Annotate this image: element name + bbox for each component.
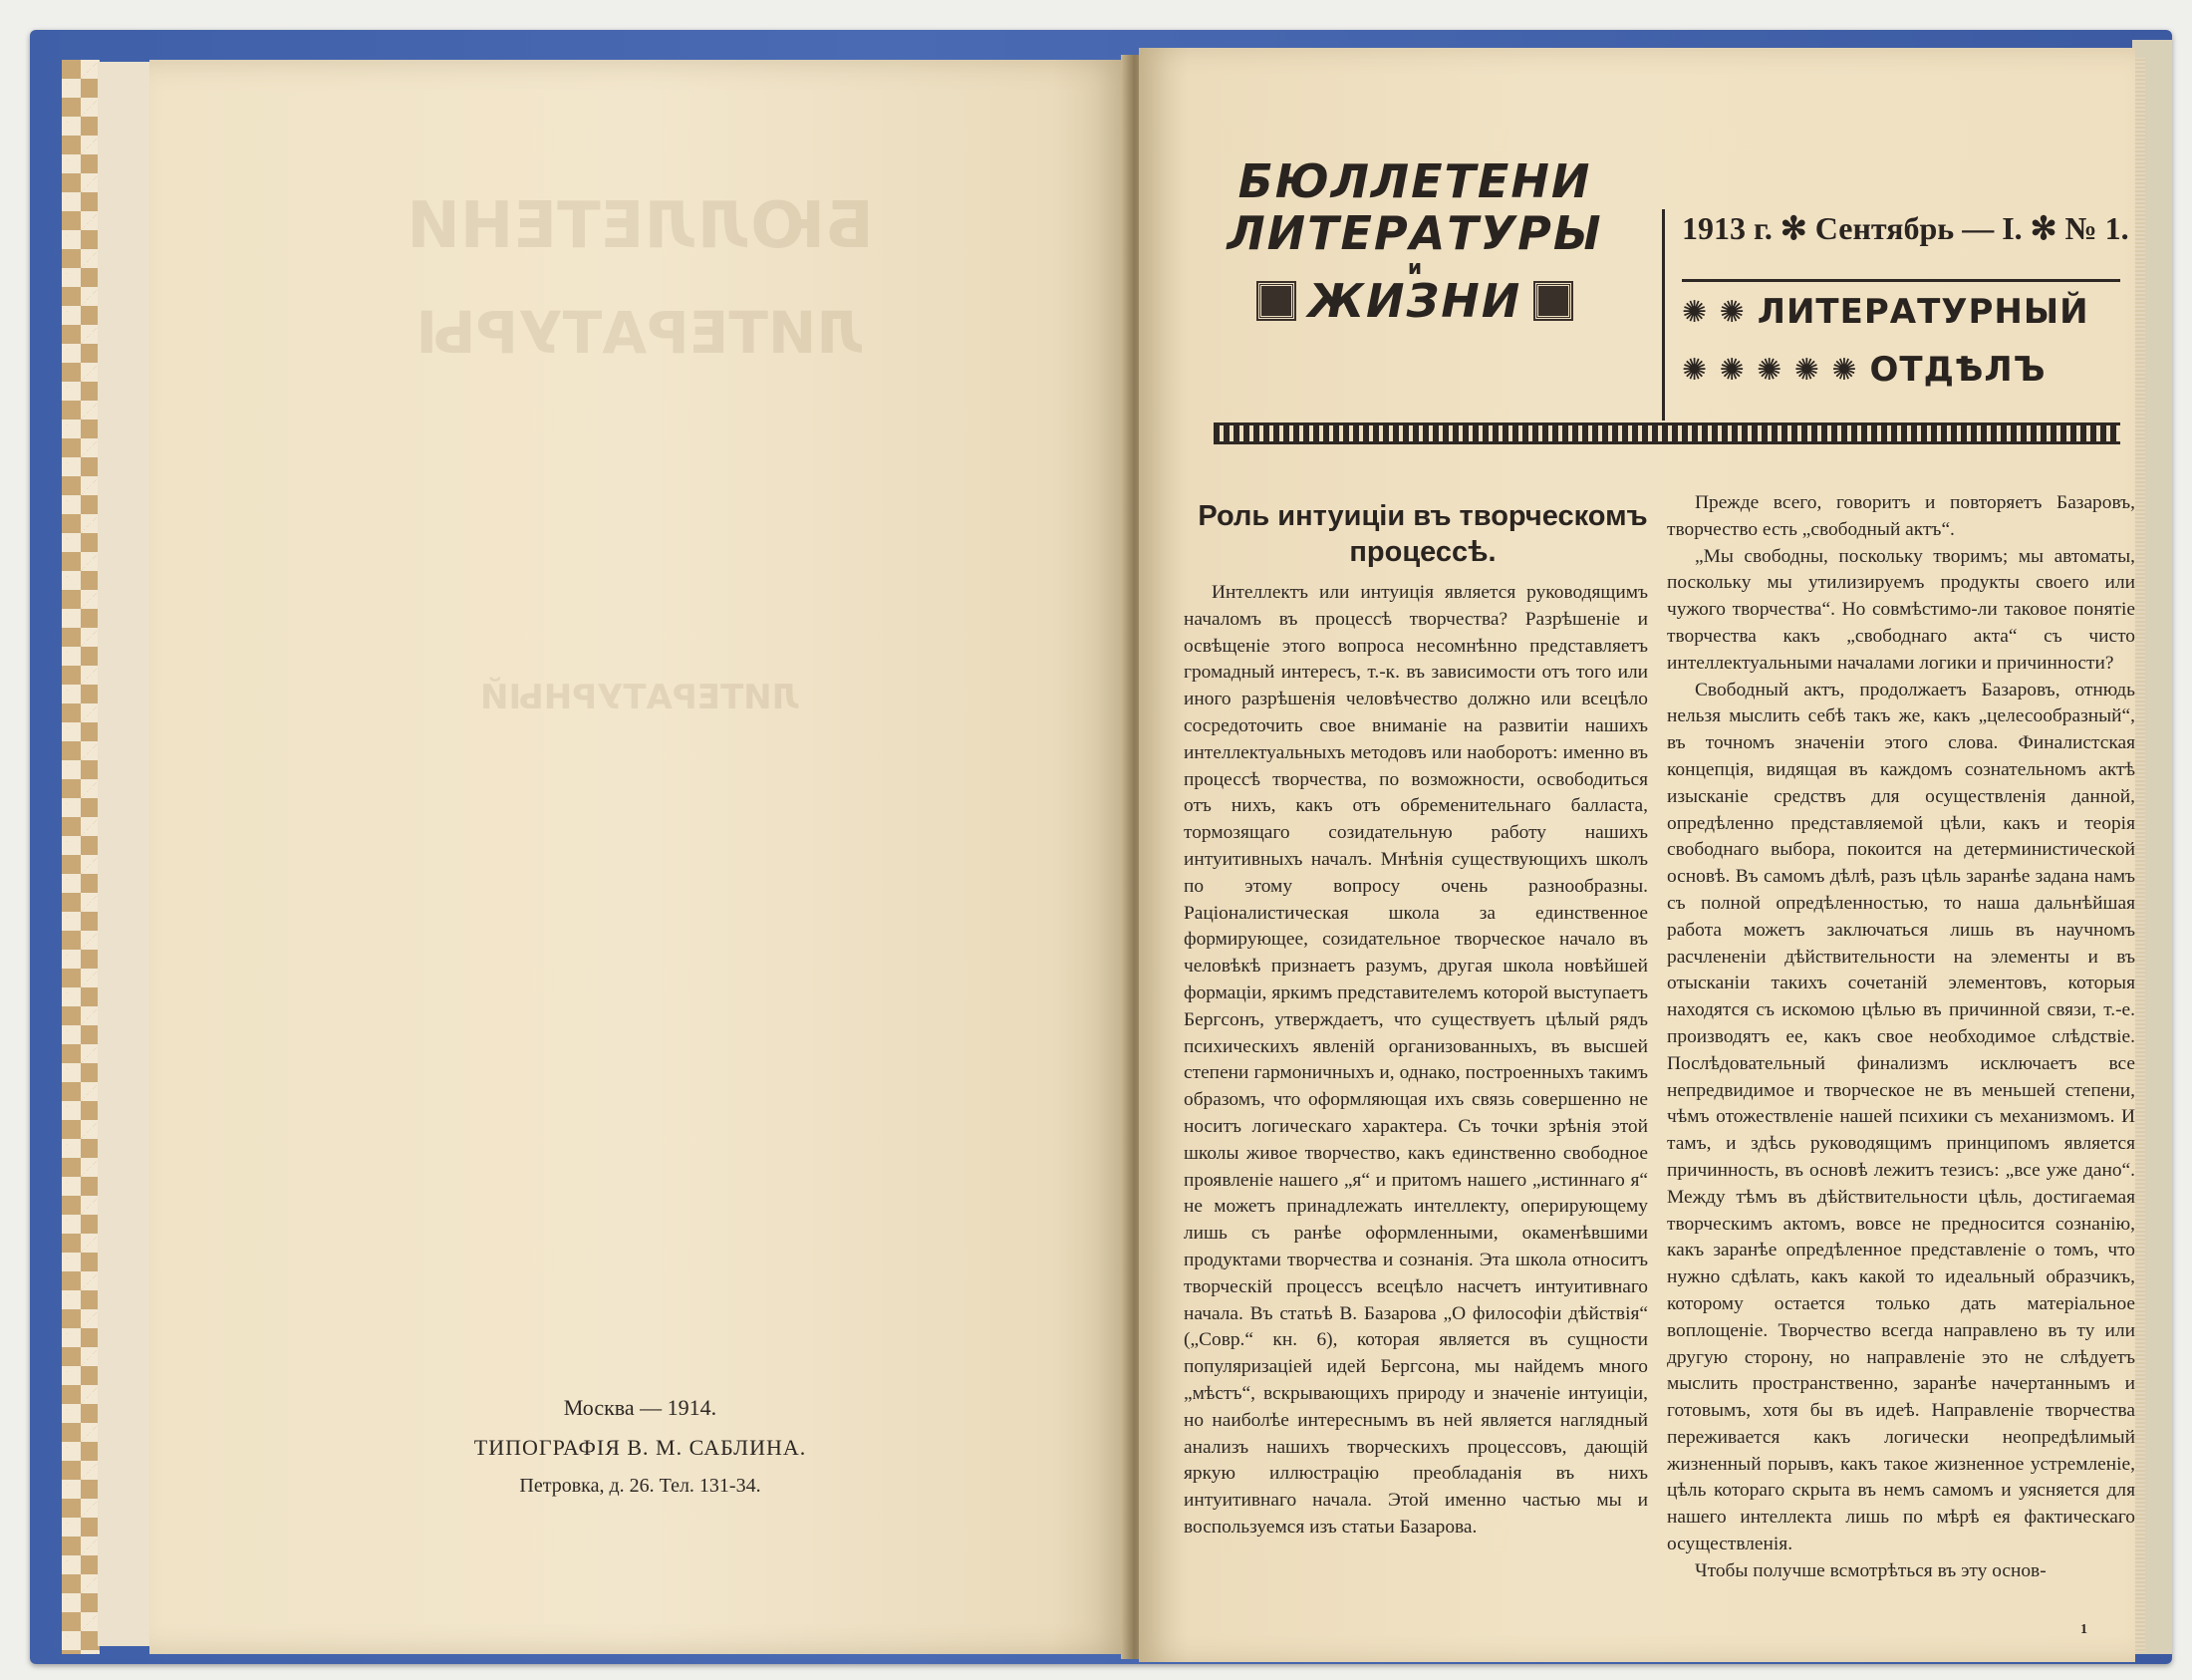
- ornament-icon: [1535, 283, 1571, 319]
- masthead-line-2: ЛИТЕРАТУРЫ: [1227, 206, 1603, 260]
- text-column-1: [1184, 580, 1648, 1646]
- article-title: Роль интуиціи въ творческомъ процессѣ.: [1198, 500, 1648, 568]
- imprint-printer: ТИПОГРАФІЯ В. М. САБЛИНА.: [473, 1435, 807, 1460]
- show-through-text: ЛИТЕРАТУРЫ: [415, 299, 865, 367]
- paragraph: Чтобы получше всмотрѣться въ эту основ-: [1695, 1559, 2047, 1581]
- rosette-icon: ✺ ✺ ✺ ✺ ✺: [1682, 352, 1858, 388]
- horizontal-rule: [1682, 279, 2120, 282]
- text-column-2: [1667, 490, 2135, 1646]
- masthead-line-3: ЖИЗНИ: [1307, 274, 1522, 328]
- page-block-edge: [2135, 58, 2145, 1652]
- paragraph: Свободный актъ, продолжаетъ Базаровъ, отнюдь нельзя мыслить себѣ такъ же, какъ „целесообразный“, въ точномъ значеніи этого слова. Финалистская концепція, видящая въ каждомъ сознательномъ актѣ изысканіе средствъ для осуществленія данной, опредѣленно представляемой цѣли, какъ и теорія свободнаго выбора, покоится на детерминистической основѣ. Въ самомъ дѣлѣ, разъ цѣль заранѣе задана намъ съ полной опредѣленностью, то наша дальнѣйшая работа можетъ заключаться лишь въ научномъ расчлененіи дѣйствительности на элементы и въ отысканіи такихъ сочетаній элементовъ, которыя находятся съ искомою цѣлью въ причинной связи, т.-е. производятъ ее, какъ свое необходимое слѣдствіе. Послѣдовательный финализмъ исключаетъ все непредвидимое и творческое не въ меньшей степени, чѣмъ отожествленіе нашей психики съ механизмомъ. И тамъ, и здѣсь руководящимъ принципомъ является причинность, въ основѣ лежитъ тезисъ: „все уже дано“. Между тѣмъ въ дѣйствительности цѣль, достигаемая творческимъ актомъ, вовсе не предносится сознанію, какъ заранѣе опредѣленное представленіе о томъ, что нужно сдѣлать, какъ какой то идеальный образчикъ, которому остается только дать матеріальное воплощеніе. Творчество всегда направлено въ ту или другую сторону, но направленіе это не слѣдуетъ мыслить пространственно, заранѣе начертаннымъ и готовымъ, хотя бы въ идеѣ. Направленіе творчества переживается какъ логически неопредѣлимый жизненный порывъ, какъ такое жизненное устремленіе, цѣль котораго скрыта въ немъ самомъ и уясняется для нашего интеллекта лишь по мѣрѣ ея фактическаго осуществленія.: [1667, 679, 2135, 1555]
- paragraph: Интеллектъ или интуиція является руководящимъ началомъ въ процессѣ творчества? Разрѣшеніе и освѣщеніе этого вопроса несомнѣнно представляетъ громадный интересъ, т.-к. въ зависимости отъ того или иного разрѣшенія человѣчество должно или всецѣло сосредоточить свое вниманіе на развитіи нашихъ интеллектуальныхъ методовъ или наоборотъ: именно въ процессѣ творчества, по возможности, освободиться отъ нихъ, какъ отъ обременительнаго балласта, тормозящаго созидательную работу нашихъ интуитивныхъ началъ. Мнѣнія существующихъ школъ по этому вопросу очень разнообразны. Раціоналистическая школа за единственное формирующее, созидательное творческое начало въ человѣкѣ признаетъ разумъ, другая школа новѣйшей формаціи, яркимъ представителемъ которой выступаетъ Бергсонъ, утверждаетъ, что существуетъ цѣлый рядъ психическихъ явленій организованныхъ, въ высшей степени гармоничныхъ и, однако, построенныхъ такимъ образомъ, что оформляющая ихъ связь совершенно не носитъ логическаго характера. Съ точки зрѣнія этой школы живое творчество, какъ единственно свободное проявленіе нашего „я“ и притомъ нашего „истиннаго я“ не можетъ принадлежать интеллекту, оперирующему лишь съ ранѣе оформленными, окаменѣвшими продуктами творчества и сознанія. Эта школа относитъ творческій процессъ всецѣло насчетъ интуитивнаго начала. Въ статьѣ В. Базарова „О философіи дѣйствія“ („Совр.“ кн. 6), которая является въ сущности популяризаціей идей Бергсона, мы найдемъ много „мѣстъ“, вскрывающихъ природу и значеніе интуиціи, но наиболѣе интереснымъ въ ней является наглядный анализъ нашихъ творческихъ процессовъ, дающій яркую иллюстрацію преобладанія въ нихъ интуитивнаго начала. Этой именно частью мы и воспользуемся изъ статьи Базарова.: [1184, 582, 1648, 1538]
- imprint-block: [149, 1395, 1131, 1512]
- ornament-icon: [1258, 283, 1294, 319]
- show-through-text: ЛИТЕРАТУРНЫЙ: [480, 678, 800, 717]
- paragraph: Прежде всего, говоритъ и повторяетъ Базаровъ, творчество есть „свободный актъ“.: [1667, 492, 2135, 540]
- masthead-line-1: БЮЛЛЕТЕНИ: [1237, 154, 1592, 208]
- department-line-2: ОТДѢЛЪ: [1869, 350, 2047, 390]
- left-page: [149, 60, 1131, 1654]
- vertical-rule: [1662, 209, 1665, 420]
- masthead-line-3-row: [1181, 275, 1649, 327]
- page-number: 1: [2080, 1622, 2087, 1637]
- masthead-conjunction: и: [1407, 255, 1422, 279]
- right-page: [1139, 48, 2135, 1662]
- issue-info: 1913 г. ✻ Сентябрь — I. ✻ № 1.: [1682, 210, 2129, 246]
- rosette-icon: ✺ ✺: [1682, 294, 1746, 330]
- imprint-city-year: Москва — 1914.: [563, 1395, 717, 1420]
- paragraph: „Мы свободны, поскольку творимъ; мы автоматы, поскольку мы утилизируемъ продукты своего или чужого творчества“. Но совмѣстимо-ли таковое понятіе творчества какъ „свободнаго акта“ съ чисто интеллектуальными началами логики и причинности?: [1667, 545, 2135, 674]
- department-heading: [1682, 283, 2130, 399]
- ornamental-band: [1214, 422, 2120, 444]
- decorative-binding-strip: [62, 60, 100, 1654]
- masthead: [1181, 155, 1649, 327]
- imprint-address: Петровка, д. 26. Тел. 131-34.: [519, 1475, 761, 1497]
- department-line-1: ЛИТЕРАТУРНЫЙ: [1757, 292, 2089, 332]
- show-through-text: БЮЛЛЕТЕНИ: [407, 189, 874, 263]
